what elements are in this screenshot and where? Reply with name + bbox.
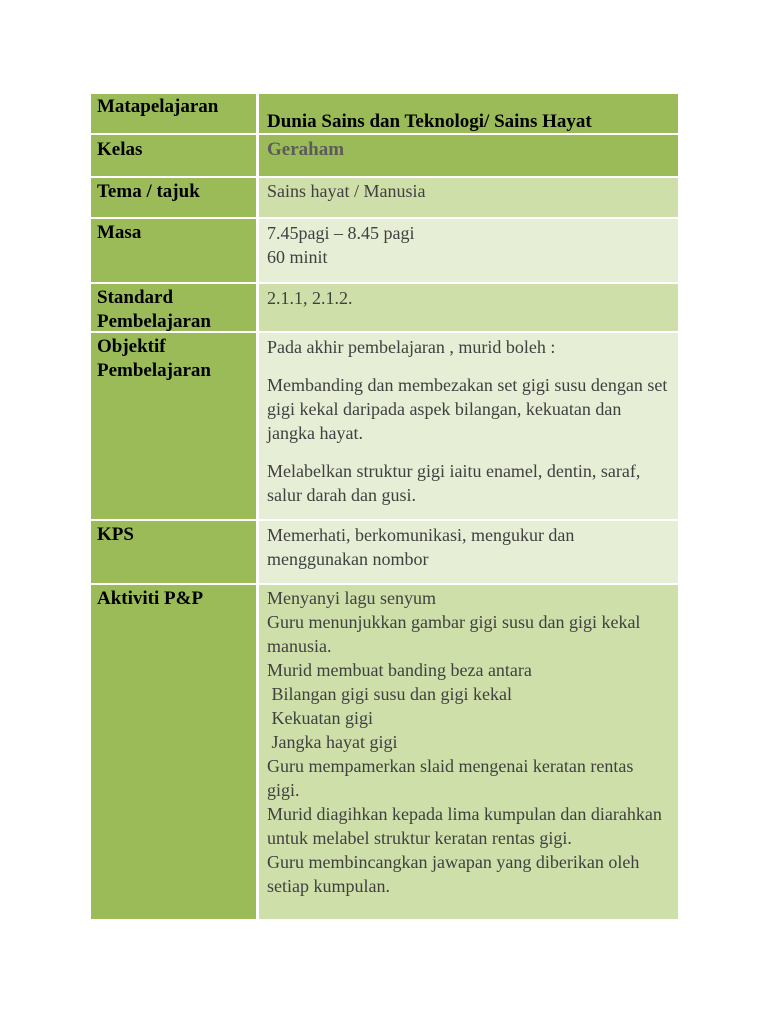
activity-step: Guru menunjukkan gambar gigi susu dan gigi kekal manusia. <box>267 612 645 656</box>
label-kps <box>91 521 259 583</box>
value-standard <box>259 284 678 331</box>
value-matapelajaran <box>259 94 678 133</box>
label-text: Objektif <box>97 336 166 357</box>
activity-step: Guru membincangkan jawapan yang diberikan oleh setiap kumpulan. <box>267 852 644 896</box>
label-text: Tema / tajuk <box>97 181 200 202</box>
label-text: Masa <box>97 222 142 243</box>
value-masa <box>259 219 678 282</box>
label-text: Kelas <box>97 139 143 160</box>
objective-item: Melabelkan struktur gigi iaitu enamel, dentin, saraf, salur darah dan gusi. <box>267 461 641 505</box>
theme-text: Sains hayat / Manusia <box>267 181 426 201</box>
value-kelas <box>259 135 678 176</box>
label-text: Pembelajaran <box>97 360 211 381</box>
objective-item: Membanding dan membezakan set gigi susu dengan set gigi kekal daripada aspek bilangan, kekuatan dan jangka hayat. <box>267 375 668 443</box>
label-masa <box>91 219 259 282</box>
row-kelas <box>91 135 678 178</box>
label-standard <box>91 284 259 331</box>
row-masa <box>91 219 678 284</box>
standard-codes: 2.1.1, 2.1.2. <box>267 288 353 308</box>
row-standard <box>91 284 678 333</box>
label-matapelajaran <box>91 94 259 133</box>
lesson-plan-table <box>91 94 678 919</box>
row-matapelajaran <box>91 94 678 135</box>
label-text: Matapelajaran <box>97 96 219 117</box>
label-text: Aktiviti P&P <box>97 588 204 609</box>
class-name: Geraham <box>267 139 345 160</box>
row-aktiviti <box>91 585 678 919</box>
subject-title: Dunia Sains dan Teknologi/ Sains Hayat <box>267 111 592 132</box>
label-text: KPS <box>97 524 134 545</box>
row-kps <box>91 521 678 585</box>
time-range: 7.45pagi – 8.45 pagi <box>267 223 415 243</box>
label-text: Pembelajaran <box>97 311 211 332</box>
activity-substep: Jangka hayat gigi <box>267 732 398 752</box>
value-tema <box>259 178 678 217</box>
label-aktiviti <box>91 585 259 919</box>
value-objektif <box>259 333 678 519</box>
label-tema <box>91 178 259 217</box>
label-kelas <box>91 135 259 176</box>
activity-substep: Kekuatan gigi <box>267 708 373 728</box>
activity-substep: Bilangan gigi susu dan gigi kekal <box>267 684 512 704</box>
value-aktiviti <box>259 585 678 919</box>
row-objektif <box>91 333 678 521</box>
objective-intro: Pada akhir pembelajaran , murid boleh : <box>267 337 556 357</box>
activity-step: Menyanyi lagu senyum <box>267 588 436 608</box>
label-text: Standard <box>97 287 174 308</box>
activity-step: Murid membuat banding beza antara <box>267 660 532 680</box>
duration: 60 minit <box>267 247 328 267</box>
label-objektif <box>91 333 259 519</box>
value-kps <box>259 521 678 583</box>
activity-step: Guru mempamerkan slaid mengenai keratan rentas gigi. <box>267 756 638 800</box>
process-skills: Memerhati, berkomunikasi, mengukur dan menggunakan nombor <box>267 525 575 569</box>
row-tema <box>91 178 678 219</box>
activity-step: Murid diagihkan kepada lima kumpulan dan diarahkan untuk melabel struktur keratan rentas gigi. <box>267 804 667 848</box>
